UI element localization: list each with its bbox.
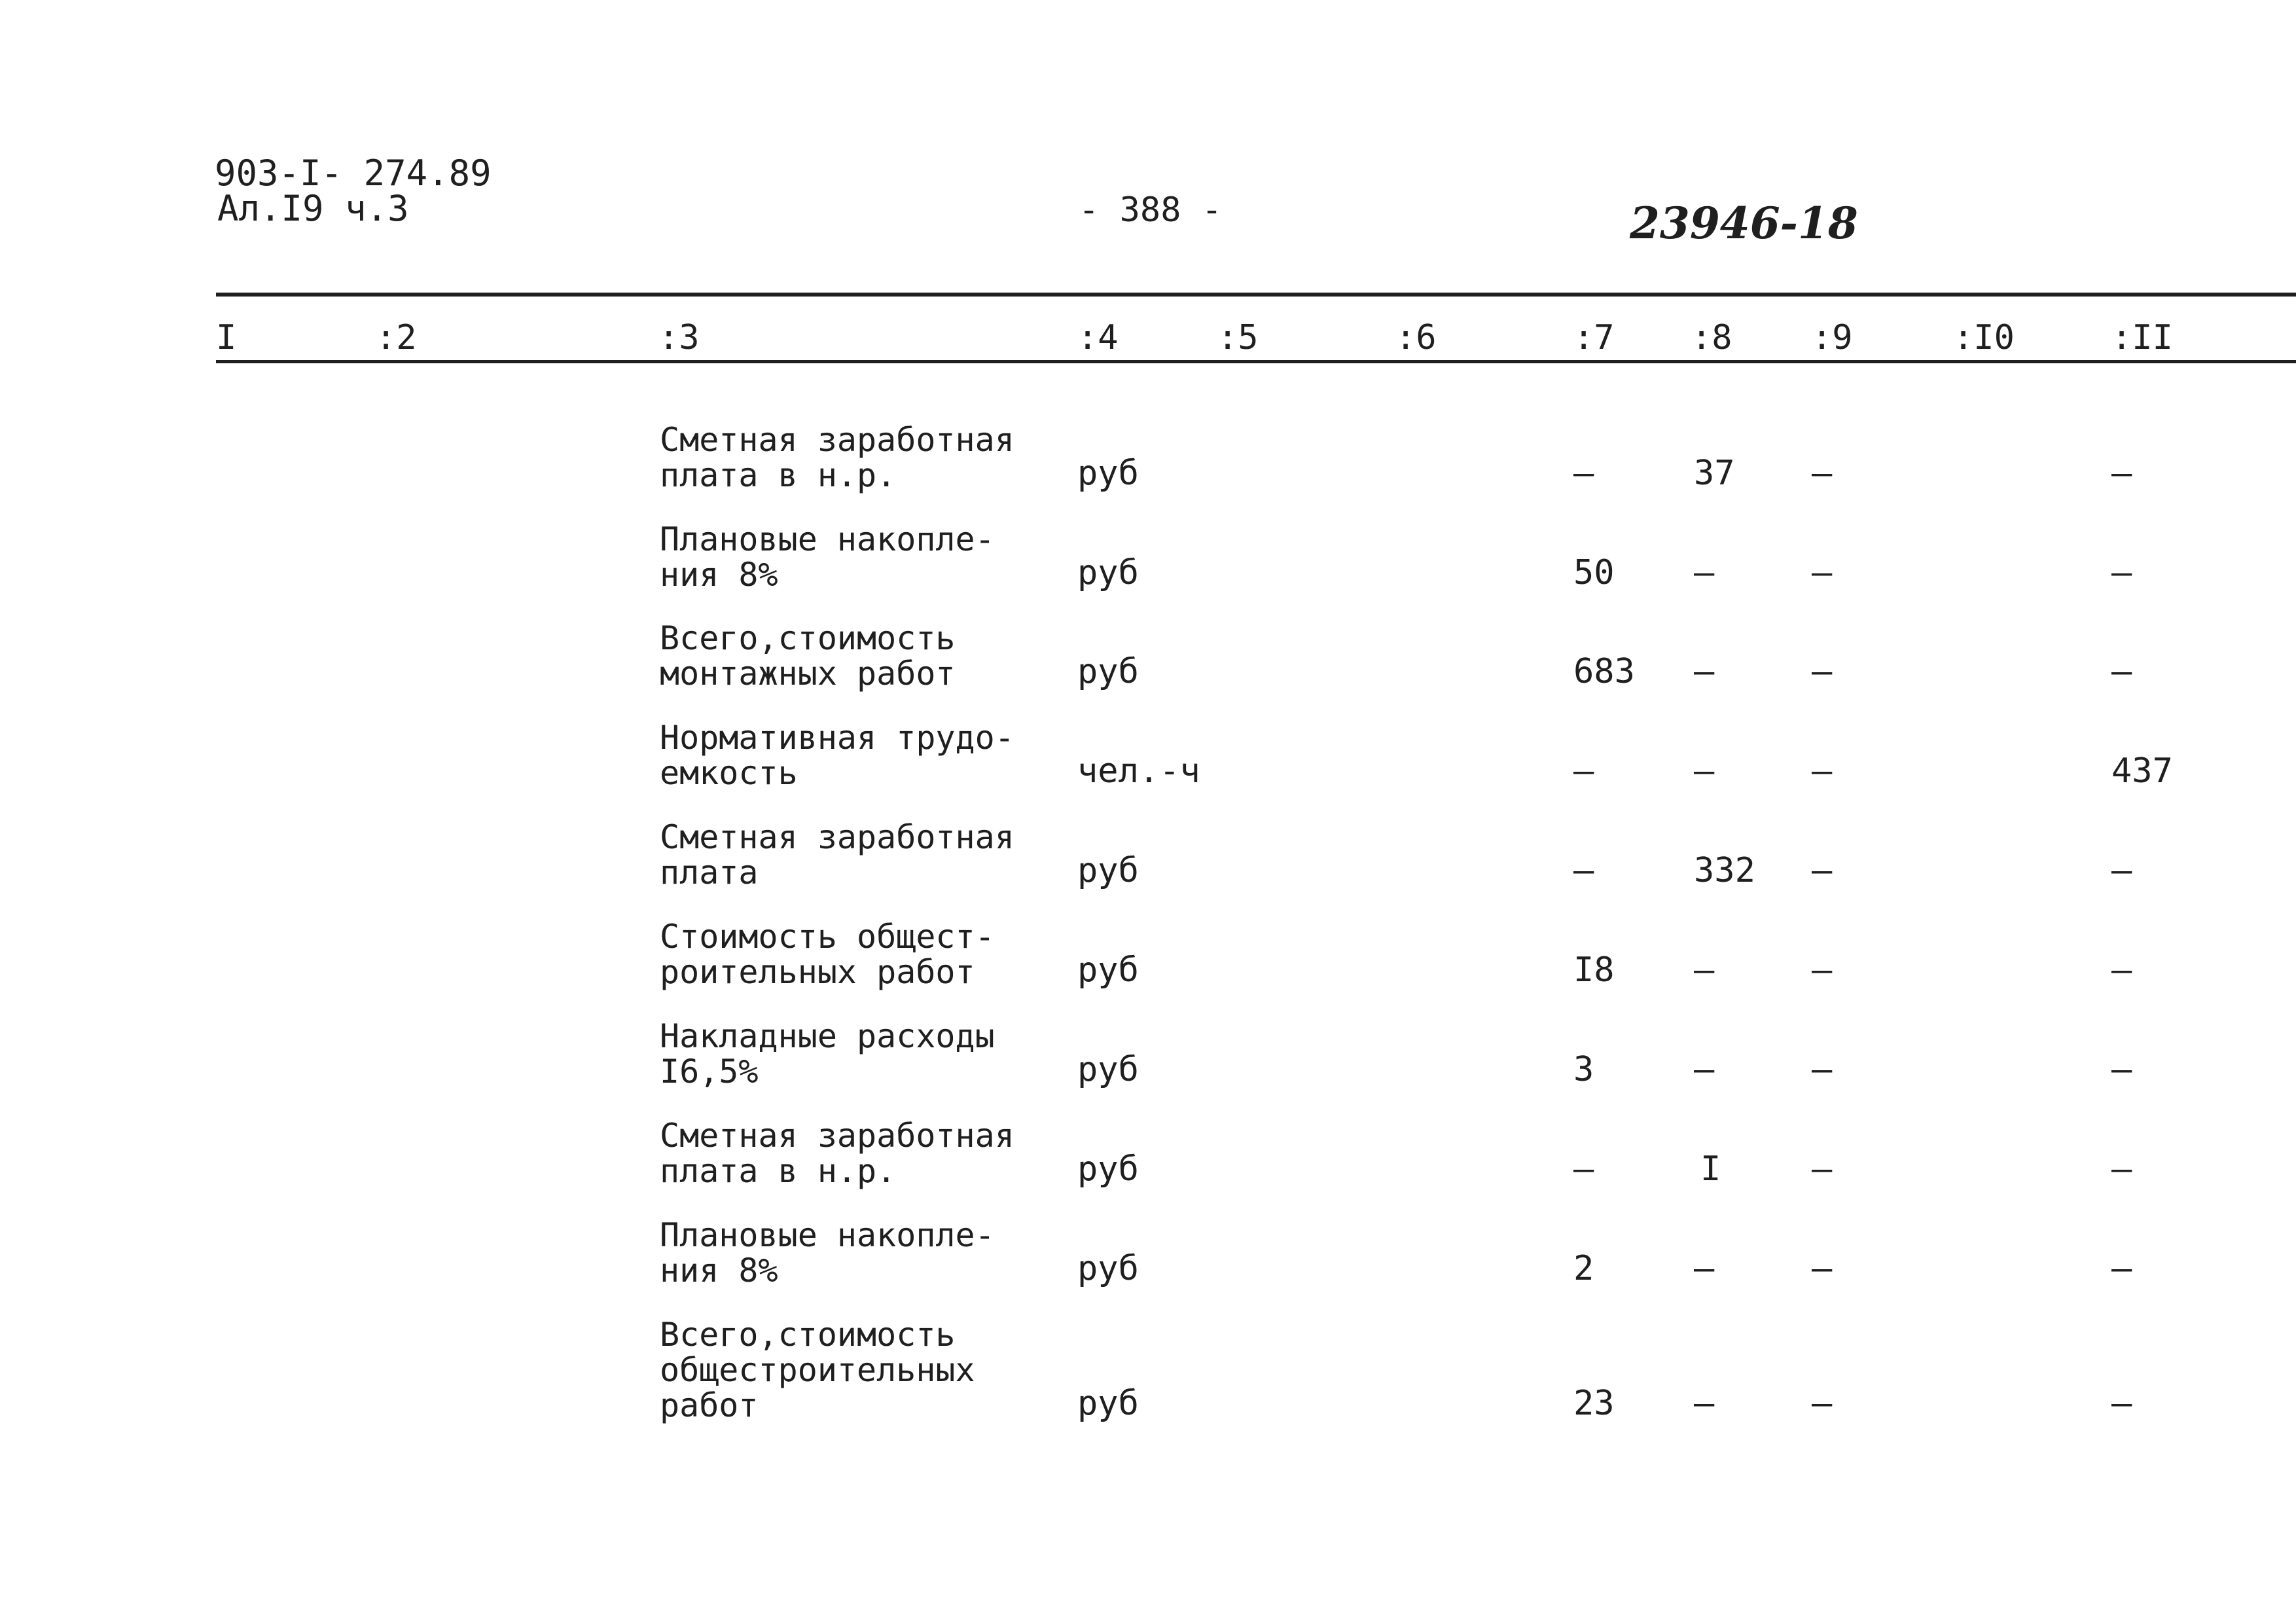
- row-unit: руб: [1077, 1384, 1139, 1423]
- row-col9: –: [1812, 652, 1833, 691]
- row-col7: –: [1573, 1149, 1594, 1189]
- row-unit: руб: [1077, 652, 1139, 691]
- row-col7: 23: [1573, 1384, 1615, 1423]
- row-col7: I8: [1573, 950, 1615, 990]
- document-code: 903-I- 274.89: [215, 153, 492, 194]
- row-col7: –: [1573, 454, 1594, 493]
- row-col9: –: [1812, 553, 1833, 592]
- row-col9: –: [1812, 751, 1833, 791]
- row-unit: руб: [1077, 1050, 1139, 1089]
- row-col7: 2: [1573, 1249, 1594, 1288]
- row-name: Плановые накопле- ния 8%: [660, 520, 995, 594]
- column-header-9: :9: [1812, 318, 1853, 357]
- column-header-8: :8: [1691, 318, 1732, 357]
- row-col9: –: [1812, 851, 1833, 890]
- row-col11: –: [2111, 553, 2132, 592]
- row-col9: –: [1812, 1384, 1833, 1423]
- row-col11: –: [2111, 851, 2132, 890]
- row-col7: 683: [1573, 652, 1635, 691]
- row-col11: 437: [2111, 751, 2173, 791]
- row-col9: –: [1812, 1149, 1833, 1189]
- row-col9: –: [1812, 1249, 1833, 1288]
- row-col11: –: [2111, 1149, 2132, 1189]
- row-col8: 332: [1694, 851, 1755, 890]
- row-col8: I: [1700, 1149, 1721, 1189]
- column-header-7: :7: [1573, 318, 1615, 357]
- row-name: Всего,стоимость общестроительных работ: [660, 1316, 975, 1424]
- row-col9: –: [1812, 1050, 1833, 1089]
- column-header-3: :3: [658, 318, 700, 357]
- row-col11: –: [2111, 1050, 2132, 1089]
- header-bottom-rule: [216, 360, 2296, 363]
- row-col8: –: [1694, 553, 1715, 592]
- row-col8: –: [1694, 1249, 1715, 1288]
- column-header-2: :2: [376, 318, 417, 357]
- row-col11: –: [2111, 454, 2132, 493]
- page-number: - 388 -: [1079, 190, 1223, 230]
- column-header-11: :II: [2111, 318, 2173, 357]
- row-unit: руб: [1077, 1249, 1139, 1288]
- row-name: Сметная заработная плата: [660, 818, 1014, 892]
- row-name: Накладные расходы I6,5%: [660, 1017, 995, 1091]
- row-col11: –: [2111, 950, 2132, 990]
- row-col7: 3: [1573, 1050, 1594, 1089]
- row-col8: 37: [1694, 454, 1735, 493]
- row-unit: чел.-ч: [1077, 751, 1200, 791]
- row-col8: –: [1694, 751, 1715, 791]
- row-name: Плановые накопле- ния 8%: [660, 1216, 995, 1290]
- row-unit: руб: [1077, 851, 1139, 890]
- row-name: Стоимость общест- роительных работ: [660, 918, 995, 991]
- column-header-4: :4: [1077, 318, 1119, 357]
- row-col11: –: [2111, 1384, 2132, 1423]
- row-col11: –: [2111, 652, 2132, 691]
- row-unit: руб: [1077, 1149, 1139, 1189]
- row-name: Нормативная трудо- емкость: [660, 719, 1014, 792]
- row-name: Сметная заработная плата в н.р.: [660, 421, 1014, 494]
- row-name: Сметная заработная плата в н.р.: [660, 1117, 1014, 1190]
- row-col9: –: [1812, 950, 1833, 990]
- row-col9: –: [1812, 454, 1833, 493]
- column-header-5: :5: [1217, 318, 1259, 357]
- row-name: Всего,стоимость монтажных работ: [660, 619, 956, 693]
- row-col8: –: [1694, 1050, 1715, 1089]
- column-header-6: :6: [1395, 318, 1437, 357]
- row-unit: руб: [1077, 553, 1139, 592]
- row-col7: 50: [1573, 553, 1615, 592]
- header-top-rule: [216, 293, 2296, 297]
- row-col7: –: [1573, 851, 1594, 890]
- row-unit: руб: [1077, 950, 1139, 990]
- inventory-number: 23946-18: [1630, 198, 1858, 249]
- row-col7: –: [1573, 751, 1594, 791]
- column-header-10: :I0: [1953, 318, 2015, 357]
- sheet-reference: Ал.I9 ч.3: [217, 188, 409, 229]
- row-col8: –: [1694, 1384, 1715, 1423]
- row-col11: –: [2111, 1249, 2132, 1288]
- row-col8: –: [1694, 950, 1715, 990]
- row-col8: –: [1694, 652, 1715, 691]
- row-unit: руб: [1077, 454, 1139, 493]
- column-header-1: I: [216, 318, 237, 357]
